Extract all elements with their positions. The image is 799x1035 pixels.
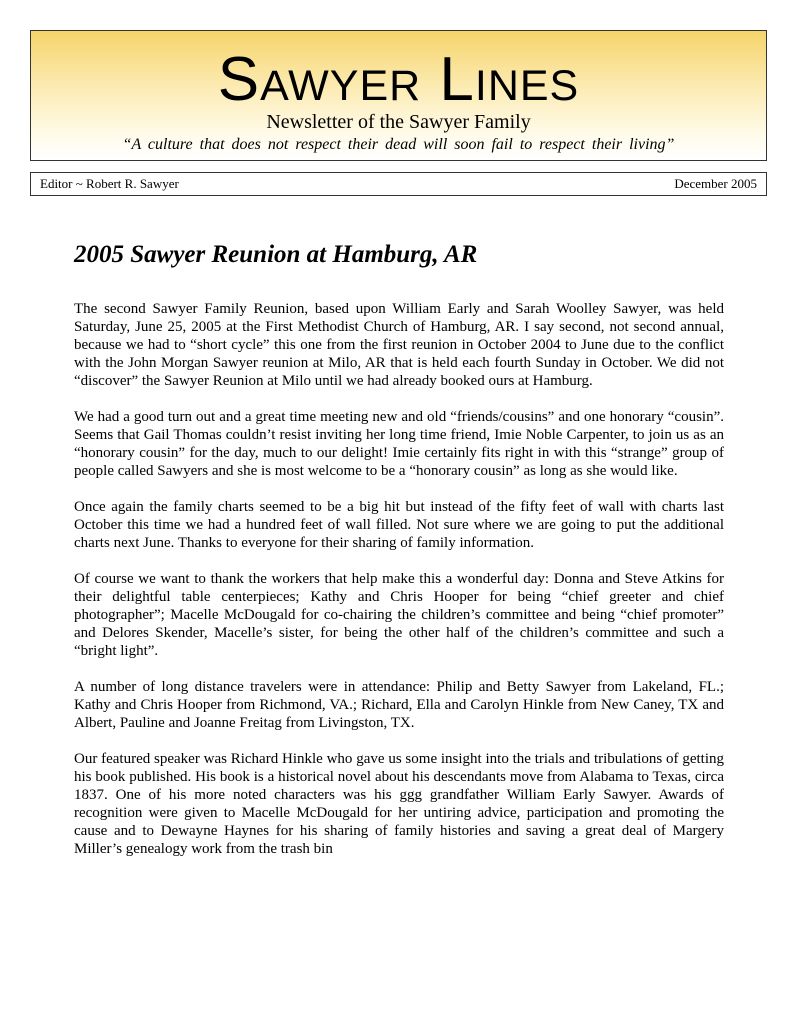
article-title: 2005 Sawyer Reunion at Hamburg, AR: [74, 241, 478, 268]
newsletter-title: Sawyer Lines: [217, 45, 580, 114]
paragraph-5: A number of long distance travelers were in attendance: Philip and Betty Sawyer from Lakeland, FL.; Kathy and Chris Hooper from Richmond, VA.; Richard, Ella and Carolyn Hinkle from New Caney, TX and Albert, Pauline and Joanne Freitag from Livingston, TX.: [74, 679, 724, 731]
issue-date: December 2005: [674, 176, 757, 191]
newsletter-subtitle: Newsletter of the Sawyer Family: [266, 111, 531, 133]
paragraph-1: The second Sawyer Family Reunion, based upon William Early and Sarah Woolley Sawyer, was held Saturday, June 25, 2005 at the First Methodist Church of Hamburg, AR. I say second, not second annual, because we had to “short cycle” this one from the first reunion in October 2004 to June due to the conflict with the John Morgan Sawyer reunion at Milo, AR that is held each fourth Sunday in October. We did not “discover” the Sawyer Reunion at Milo until we had already booked ours at Hamburg.: [74, 301, 724, 389]
paragraph-2: We had a good turn out and a great time meeting new and old “friends/cousins” and one honorary “cousin”. Seems that Gail Thomas couldn’t resist inviting her long time friend, Imie Noble Carpenter, to join us as an “honorary cousin” for the day, much to our delight! Imie certainly fits right in with this “strange” group of people called Sawyers and she is most welcome to be a “honorary cousin” as long as she would like.: [74, 409, 724, 479]
masthead: [30, 30, 767, 161]
newsletter-quote: “A culture that does not respect their dead will soon fail to respect their living”: [122, 136, 675, 153]
editor-bar: [30, 172, 767, 196]
paragraph-4: Of course we want to thank the workers that help make this a wonderful day: Donna and Steve Atkins for their delightful table centerpieces; Kathy and Chris Hooper for being “chief greeter and chief photographer”; Macelle McDougald for co-chairing the children’s committee and being “chief promoter” and Delores Skender, Macelle’s sister, for being the other half of the children’s committee and such a “bright light”.: [74, 571, 724, 659]
paragraph-6: Our featured speaker was Richard Hinkle who gave us some insight into the trials and tribulations of getting his book published. His book is a historical novel about his descendants move from Alabama to Texas, circa 1837. One of his more noted characters was his ggg grandfather William Early Sawyer. Awards of recognition were given to Macelle McDougald for her untiring advice, participation and promoting the cause and to Dewayne Haynes for his sharing of family histories and saving a great deal of Margery Miller’s genealogy work from the trash bin: [74, 751, 724, 857]
paragraph-3: Once again the family charts seemed to be a big hit but instead of the fifty feet of wall with charts last October this time we had a hundred feet of wall filled. Not sure where we are going to put the additional charts next June. Thanks to everyone for their sharing of family information.: [74, 499, 724, 551]
article-body: [74, 300, 724, 876]
editor-name: Editor ~ Robert R. Sawyer: [40, 176, 179, 191]
